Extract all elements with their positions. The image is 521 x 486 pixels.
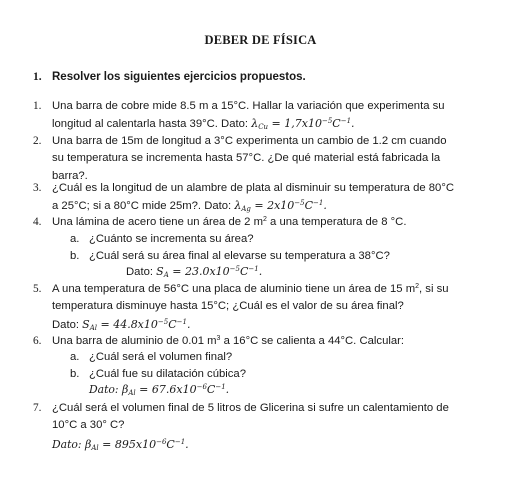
exercise-line-with-formula — [52, 115, 489, 133]
sub-item — [70, 349, 232, 366]
sub-item-letter: a. — [70, 233, 80, 245]
dato-label: Dato: — [126, 266, 157, 278]
exercise-number: 5. — [33, 283, 42, 295]
dato-line — [126, 265, 262, 278]
exercise-line — [52, 214, 489, 231]
formula-value: = 1,7x10 — [268, 117, 322, 131]
section-number: 1. — [33, 71, 42, 83]
formula — [85, 438, 189, 451]
sub-item — [70, 231, 254, 248]
exercise-number: 1. — [33, 100, 42, 112]
formula-subscript: Al — [128, 389, 136, 397]
exercise-number: 7. — [33, 402, 42, 414]
exercise-line: barra?. — [52, 169, 88, 182]
formula-unit: C — [166, 437, 175, 451]
dato-line — [89, 383, 229, 396]
exercise-line — [52, 281, 489, 298]
sub-item-letter: a. — [70, 351, 80, 363]
superscript: 2 — [263, 216, 267, 223]
exercise-line: Una barra de 15m de longitud a 3°C experimenta un cambio de 1.2 cm cuando — [52, 135, 447, 147]
formula-exponent: −5 — [157, 317, 169, 326]
exercise-line-with-formula — [52, 197, 489, 215]
formula-end: . — [323, 199, 327, 213]
formula-unit: C — [332, 117, 341, 131]
exercise-text: Una barra de aluminio de 0.01 m — [52, 335, 217, 347]
formula-symbol: S — [156, 265, 164, 278]
sub-item — [70, 366, 246, 383]
exercise-line: 10°C a 30° C? — [52, 419, 125, 432]
exercise-line: ¿Cuál es la longitud de un alambre de plata al disminuir su temperatura de 80°C — [52, 182, 455, 194]
exercise-line: su temperatura se incrementa hasta 57°C. ¿De qué material está fabricada la — [52, 152, 441, 165]
formula-end: . — [225, 383, 230, 396]
formula-symbol: β — [122, 383, 129, 396]
formula-unit-exponent: −1 — [215, 383, 226, 391]
exercise-line: Una barra de cobre mide 8.5 m a 15°C. Hallar la variación que experimenta su — [52, 100, 445, 112]
sub-item-letter: b. — [70, 368, 80, 380]
formula-subscript: Ag — [241, 205, 251, 214]
formula — [234, 199, 327, 212]
formula-symbol: λ — [251, 117, 259, 131]
sub-item-text: ¿Cuál será su área final al elevarse su temperatura a 38°C? — [89, 250, 390, 262]
formula-end: . — [351, 117, 355, 131]
formula — [82, 318, 190, 331]
formula-end: . — [258, 265, 263, 278]
formula-unit: C — [304, 199, 314, 213]
formula-unit: C — [206, 383, 216, 396]
formula-exponent: −5 — [294, 199, 305, 208]
formula-unit: C — [239, 265, 249, 278]
exercise-number: 3. — [33, 182, 42, 194]
formula-unit-exponent: −1 — [313, 199, 324, 208]
exercise-text: Una lámina de acero tiene un área de 2 m — [52, 216, 264, 228]
formula — [156, 265, 262, 278]
exercise-text: a 16°C se calienta a 44°C. Calcular: — [220, 335, 405, 347]
formula-unit-exponent: −1 — [340, 117, 352, 126]
exercise-line: temperatura disminuye hasta 15°C; ¿Cuál es el valor de su área final? — [52, 300, 404, 313]
formula-end: . — [185, 437, 189, 451]
formula-value: = 44.8x10 — [96, 317, 158, 331]
section-text: Resolver los siguientes ejercicios propuestos. — [52, 71, 306, 83]
sub-item-text: ¿Cuál será el volumen final? — [89, 351, 233, 363]
formula-exponent: −6 — [156, 437, 167, 446]
exercise-3 — [33, 180, 489, 216]
formula-value: = 895x10 — [98, 437, 157, 451]
exercise-4 — [33, 214, 489, 231]
formula — [122, 383, 229, 396]
exercise-line: a 25°C; si a 80°C mide 25m?. Dato: — [52, 200, 235, 213]
formula-unit: C — [168, 317, 177, 331]
exercise-6 — [33, 333, 489, 350]
dato-label: Dato: — [52, 437, 86, 451]
sub-item — [70, 248, 390, 265]
formula-subscript: Al — [89, 323, 97, 332]
exercise-1 — [33, 98, 489, 134]
exercise-text: , si su — [419, 283, 449, 295]
exercise-line: longitud al calentarla hasta 39°C. Dato: — [52, 118, 252, 131]
exercise-2 — [33, 133, 489, 185]
exercise-number: 6. — [33, 335, 42, 347]
formula-unit-exponent: −1 — [248, 265, 259, 273]
formula-subscript: Cu — [258, 123, 269, 132]
formula-unit-exponent: −1 — [176, 317, 187, 326]
formula-symbol: λ — [234, 199, 242, 213]
exercise-text: a una temperatura de 8 °C. — [266, 216, 407, 228]
formula-value: = 2x10 — [250, 199, 295, 213]
section-heading — [33, 71, 306, 83]
dato-line — [52, 316, 489, 334]
sub-item-text: ¿Cuál fue su dilatación cúbica? — [89, 368, 246, 380]
exercise-line — [52, 333, 489, 350]
dato-label: Dato: — [52, 318, 83, 331]
dato-line — [52, 436, 489, 454]
exercise-line: ¿Cuál será el volumen final de 5 litros de Glicerina si sufre un calentamiento de — [52, 402, 449, 414]
formula-exponent: −5 — [229, 265, 240, 273]
formula-unit-exponent: −1 — [174, 437, 186, 446]
exercise-number: 2. — [33, 135, 42, 147]
formula-subscript: Al — [91, 443, 99, 452]
superscript: 3 — [216, 335, 221, 342]
formula — [251, 117, 354, 130]
formula-exponent: −5 — [321, 117, 333, 126]
formula-value: = 67.6x10 — [135, 383, 197, 396]
formula-exponent: −6 — [196, 383, 207, 391]
sub-item-letter: b. — [70, 250, 80, 262]
exercise-text: A una temperatura de 56°C una placa de aluminio tiene un área de 15 m — [52, 283, 416, 295]
formula-end: . — [186, 317, 191, 331]
exercise-5 — [33, 281, 489, 334]
dato-label: Dato: — [89, 383, 123, 396]
formula-subscript: A — [163, 271, 169, 279]
formula-symbol: S — [82, 317, 90, 331]
exercise-number: 4. — [33, 216, 42, 228]
page-title: DEBER DE FÍSICA — [204, 33, 317, 47]
exercise-7 — [33, 400, 489, 454]
formula-symbol: β — [85, 437, 92, 451]
sub-item-text: ¿Cuánto se incrementa su área? — [89, 233, 254, 245]
formula-value: = 23.0x10 — [168, 265, 230, 278]
superscript: 2 — [415, 283, 420, 290]
